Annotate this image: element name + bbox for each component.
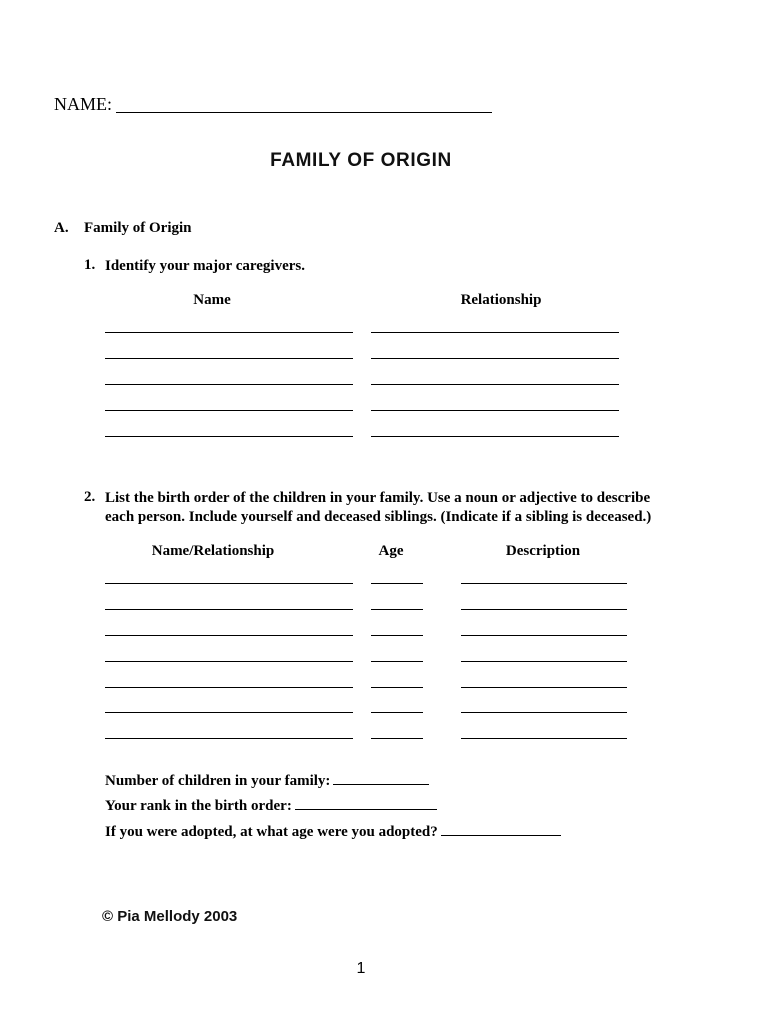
q2-name-line[interactable]	[105, 687, 353, 688]
q2-age-line[interactable]	[371, 687, 423, 688]
q2-age-line[interactable]	[371, 583, 423, 584]
num-children-field	[105, 773, 429, 790]
q2-col-age: Age	[378, 543, 404, 559]
q2-name-line[interactable]	[105, 635, 353, 636]
q2-description-line[interactable]	[461, 687, 627, 688]
q1-name-line[interactable]	[105, 410, 353, 411]
q2-text-line2: each person. Include yourself and deceased siblings. (Indicate if a sibling is deceased.)	[105, 509, 652, 525]
q2-age-line[interactable]	[371, 738, 423, 739]
adopted-field	[105, 824, 561, 841]
num-children-line[interactable]	[333, 784, 429, 785]
copyright: © Pia Mellody 2003	[102, 908, 238, 925]
q1-name-line[interactable]	[105, 384, 353, 385]
section-letter: A.	[54, 220, 69, 236]
q1-col-name: Name	[193, 292, 231, 308]
q2-name-line[interactable]	[105, 661, 353, 662]
q2-description-line[interactable]	[461, 712, 627, 713]
section-title: Family of Origin	[84, 220, 192, 236]
rank-field	[105, 798, 437, 815]
adopted-line[interactable]	[441, 835, 561, 836]
q1-name-line[interactable]	[105, 358, 353, 359]
name-input-line[interactable]	[116, 112, 492, 113]
q2-name-line[interactable]	[105, 738, 353, 739]
q2-age-line[interactable]	[371, 635, 423, 636]
q1-relationship-line[interactable]	[371, 384, 619, 385]
q2-description-line[interactable]	[461, 609, 627, 610]
q2-age-line[interactable]	[371, 712, 423, 713]
q1-name-line[interactable]	[105, 436, 353, 437]
num-children-label: Number of children in your family:	[105, 773, 331, 789]
q1-col-relationship: Relationship	[460, 292, 542, 308]
adopted-label: If you were adopted, at what age were you adopted?	[105, 824, 438, 840]
q2-col-description: Description	[505, 543, 581, 559]
q2-name-line[interactable]	[105, 712, 353, 713]
q1-name-line[interactable]	[105, 332, 353, 333]
page-title: FAMILY OF ORIGIN	[270, 150, 452, 171]
q1-text: Identify your major caregivers.	[105, 258, 305, 274]
page-number: 1	[356, 960, 366, 977]
q1-relationship-line[interactable]	[371, 332, 619, 333]
q2-col-name: Name/Relationship	[151, 543, 275, 559]
q2-number: 2.	[84, 489, 96, 505]
q1-relationship-line[interactable]	[371, 410, 619, 411]
q2-name-line[interactable]	[105, 583, 353, 584]
q2-age-line[interactable]	[371, 609, 423, 610]
q2-text-line1: List the birth order of the children in your family. Use a noun or adjective to describe	[105, 490, 651, 506]
name-label: NAME:	[54, 94, 112, 114]
rank-label: Your rank in the birth order:	[105, 798, 292, 814]
rank-line[interactable]	[295, 809, 437, 810]
q1-relationship-line[interactable]	[371, 358, 619, 359]
q2-description-line[interactable]	[461, 583, 627, 584]
q2-description-line[interactable]	[461, 738, 627, 739]
q2-description-line[interactable]	[461, 661, 627, 662]
q1-number: 1.	[84, 257, 96, 273]
q2-description-line[interactable]	[461, 635, 627, 636]
q2-age-line[interactable]	[371, 661, 423, 662]
q1-relationship-line[interactable]	[371, 436, 619, 437]
q2-name-line[interactable]	[105, 609, 353, 610]
